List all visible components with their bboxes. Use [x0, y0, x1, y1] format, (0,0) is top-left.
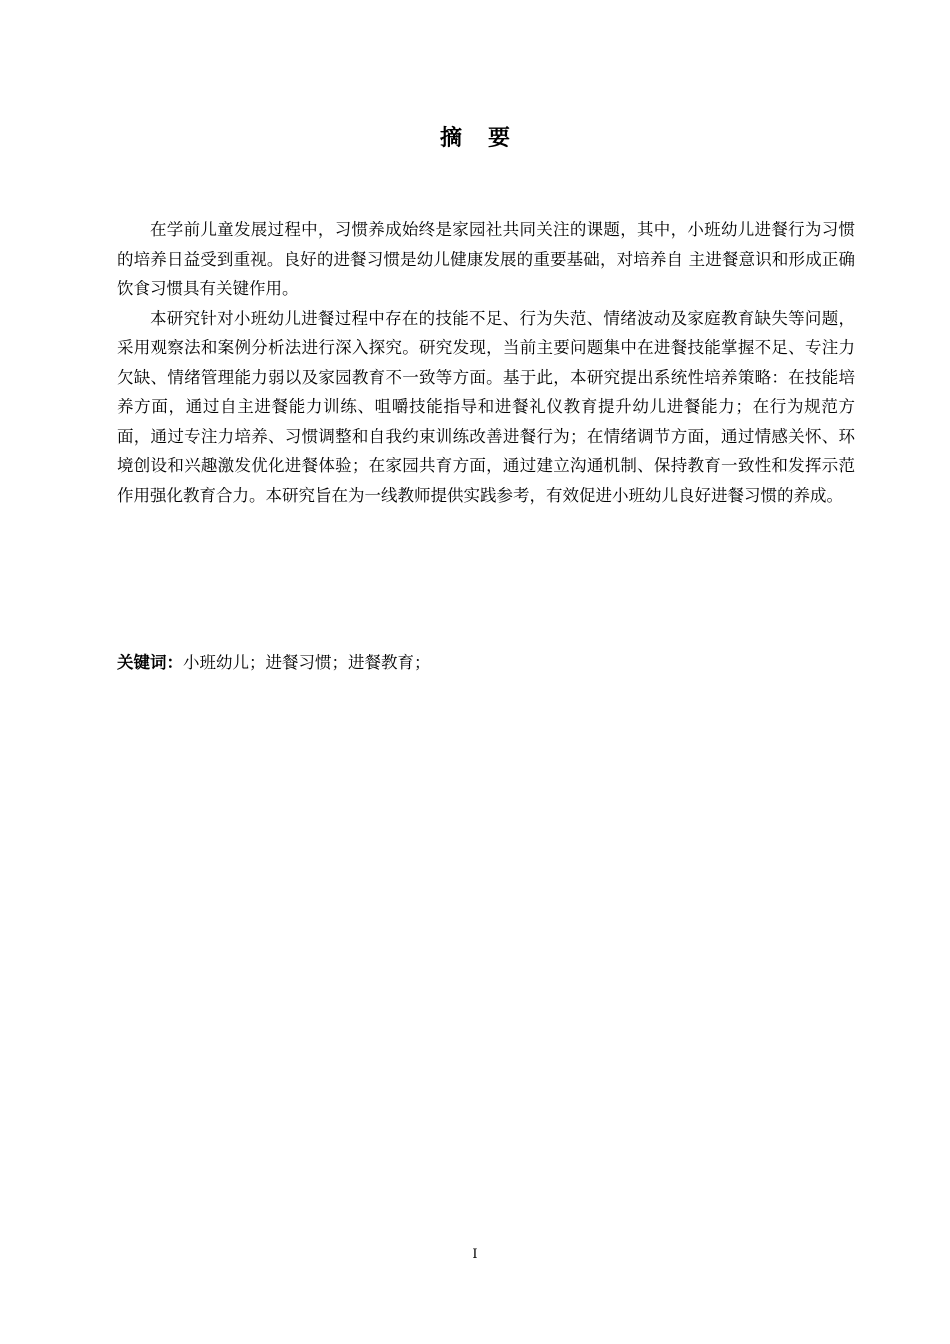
abstract-title: 摘要 — [439, 125, 536, 151]
keywords-line — [117, 650, 855, 676]
abstract-paragraph-1: 在学前儿童发展过程中，习惯养成始终是家园社共同关注的课题，其中，小班幼儿进餐行为习惯的培养日益受到重视。良好的进餐习惯是幼儿健康发展的重要基础，对培养自 主进餐意识和形成正确饮食习惯具有关键作用。 — [117, 220, 855, 298]
keywords-text: 小班幼儿；进餐习惯；进餐教育； — [183, 653, 431, 672]
page-number: I — [472, 1247, 478, 1262]
abstract-body — [117, 215, 855, 510]
keywords-label: 关键词： — [117, 653, 183, 672]
abstract-paragraph-2: 本研究针对小班幼儿进餐过程中存在的技能不足、行为失范、情绪波动及家庭教育缺失等问题，采用观察法和案例分析法进行深入探究。研究发现，当前主要问题集中在进餐技能掌握不足、专注力欠缺、情绪管理能力弱以及家园教育不一致等方面。基于此，本研究提出系统性培养策略：在技能培养方面，通过自主进餐能力训练、咀嚼技能指导和进餐礼仪教育提升幼儿进餐能力；在行为规范方面，通过专注力培养、习惯调整和自我约束训练改善进餐行为；在情绪调节方面，通过情感关怀、环境创设和兴趣激发优化进餐体验；在家园共育方面，通过建立沟通机制、保持教育一致性和发挥示范作用强化教育合力。本研究旨在为一线教师提供实践参考，有效促进小班幼儿良好进餐习惯的养成。 — [117, 308, 855, 505]
